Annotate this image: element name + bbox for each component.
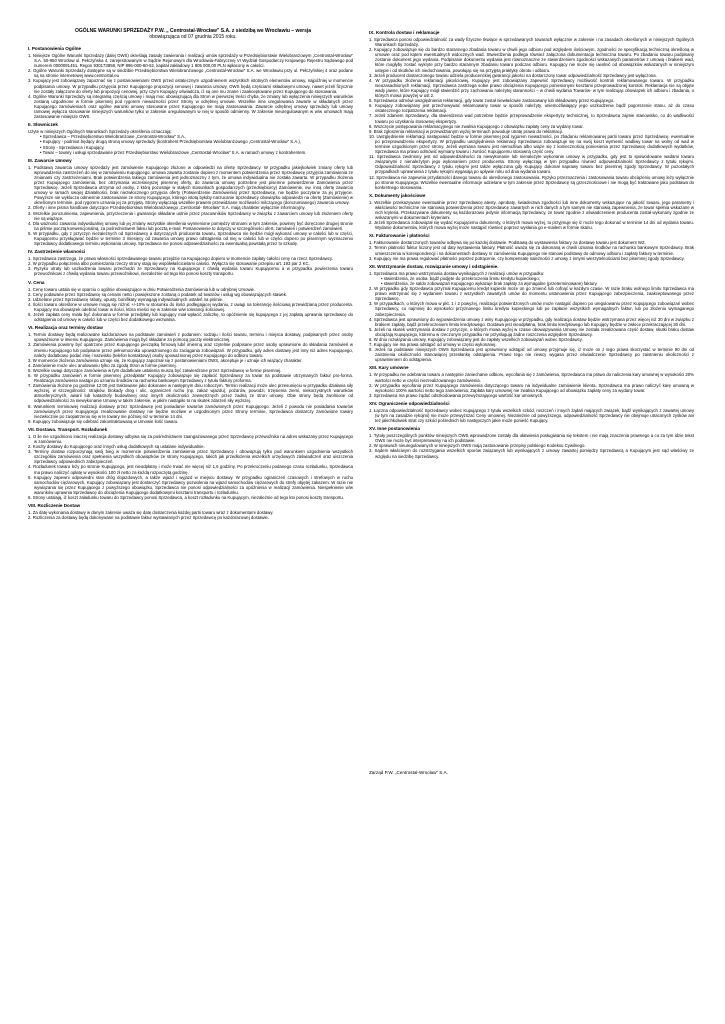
clause-text: 1. Za datę wykonania dostawy w danym zakresie uważa się datę dostarczenia każdej partii towaru wraz z dokumentami dostawy. xyxy=(28,510,274,516)
clause-text: 3. Kupujący jest zobowiązany zapoznać się z postanowieniami OWS przed ostatecznym uzgodnieniem wszystkich istotnych elementów umowy, najpóźniej w momencie podpisania umowy. W przypadku przyjęcia przez Kupującego propozycji cenowej i zawarcia umowy, OWS będą częściami składowymi umowy, nawet jeżeli fizycznie nie zostały załączone do oferty lub propozycji cenowej, przy czym Kupujący oświadcza, iż są one mu znane i zaakceptowane przez Kupującego do stosowania. xyxy=(28,78,353,94)
clause-text: 1. Sprzedawca zastrzega, że prawo własności sprzedawanego towaru przejdzie na Kupującego dopiero w momencie zapłaty całości ceny na rzecz Sprzedawcy. xyxy=(28,256,333,262)
clause-text: 2. Zamówienia powinny być opatrzone przez Kupującego pieczątką firmową lub/i imienną oraz czytelnie podpisane przez osoby uprawnione do składania zamówień w imieniu Kupującego lub podpisane przez pełnomocnika upoważnionego do zaciągania zobowiązań. W przypadku, gdy adres dostawy jest inny niż adres Kupującego, należy dodatkowo podać imię i nazwisko (telefon kontaktowy) osoby upoważnionej przez Kupującego do odbioru towaru. xyxy=(28,342,353,358)
clause-text: 2. Ceny podawane przez Sprzedawcę są cenami netto i powiększone zostaną o podatek od towarów i usług wg obowiązujących stawek. xyxy=(28,291,288,297)
clause-text: 1. Łączna odpowiedzialność Sprzedawcy wobec Kupującego z tytułu wszelkich szkód, roszczeń i innych żądań mających związek, bądź wynikających z zawartej umowy (w tym na zasadzie rękojmi) nie może przewyższać Ceny umownej. Niezależnie od powyższego, odpowiedzialność Sprzedawcy nie obejmuje utraconych zysków ani też jakichkolwiek strat czy szkód pośrednich lub następczych jakie może ponieść Kupujący. xyxy=(369,407,694,424)
clause-text: 3. Kupujący nie ma prawa regulować płatności poprzez potrącenie, czy kompensatę należności z umowy z innymi wierzytelnościami bez pisemnej zgody Sprzedawcy. xyxy=(369,255,685,261)
clause-text: 8. Wszczęcie postępowania reklamacyjnego nie zwalnia Kupującego z obowiązku zapłaty ceny za wydany towar. xyxy=(369,123,584,129)
section xyxy=(369,193,694,231)
clause-text: 5. Wszelkie uwagi dotyczące zamówienia w tym dodatkowe ustalenia muszą być zatwierdzone przez Sprzedawcę w formie pisemnej. xyxy=(28,367,282,373)
clause-text: 4. W przypadku złożenia reklamacji jakościowej, Kupujący jest zobowiązany zapewnić Sprzedawcy możliwość kontroli reklamowanego towaru. W przypadku nieuzasadnionych reklamacji, Sprzedawca zastrzega sobie prawo obciążenia Kupującego poniesionymi kosztami przeprowadzonej kontroli. Reklamacja nie są objęte wady jawne, które Kupujący mógł stwierdzić przy zachowaniu należytej staranności – w chwili wydania Towarów- w tym realizując obowiązek ich odbioru i zbadania, o których mowa powyżej w ust 2. xyxy=(369,77,694,99)
clause-text: 1. Sprzedawca ma prawo wstrzymania dostaw wynikających z realizacji umów w przypadku: xyxy=(369,270,545,276)
section-heading: XV. Inne postanowienia xyxy=(369,426,420,432)
clause-text: 4. Zamówienie może ulec anulowaniu tylko za zgodą Stron w formie pisemnej. xyxy=(28,362,177,368)
clause-text: 11. Sprzedawca zwolniony jest od odpowiedzialności za niewykonanie lub nienależyte wykonanie umowy w przypadku, gdy jest to spowodowane wadami towaru związanymi z nienależytym jego wykonaniem przez producenta. Strony wyłączają w tym przypadku również odpowiedzialność Sprzedawcy z tytułu rękojmi. Odpowiedzialność Sprzedawcy z tytułu rękojmi jest także wyłączona gdy Kupujący dokonał naprawy towaru bez pisemnej zgody Sprzedawcy. W pozostałych przypadkach uprawnienia z tytułu rękojmi wygasają po upływie roku od dnia wydania towaru. xyxy=(369,154,694,175)
section xyxy=(28,158,353,247)
clause-text: 2. Ogólne Warunki Sprzedaży dostępne są w siedzibie Przedsiębiorstwa Wielobranżowego „Centrostal-Wrocław” S.A. we Wrocławiu przy ul. Pełczyńskiej 4 oraz podane są na stronie internetowej www.centrostal.eu xyxy=(28,68,353,79)
clause-text: 3. Udzielane przez Sprzedawcę rabaty, upusty, bonifikaty wymagają indywidualnych ustaleń na piśmie. xyxy=(28,296,224,302)
clause-text: 5. W przypadku, gdy z przyczyn niezależnych od Sprzedawcy a dotyczących producenta towaru, Sprzedawca nie będzie mógł wykonać umowy w całości lub w części, Kupującemu przysługiwać będzie w terminie 3 miesięcy od zawarcia umowy prawo odstąpienia od niej w całości lub w części dopiero po pisemnym wyznaczeniu Sprzedawcy dodatkowego terminu wykonania umowy. Sprzedawca nie ponosi odpowiedzialności za ewentualną powstałą przez to szkodę. xyxy=(28,230,353,247)
title-line-2: obowiązująca od 07 grudnia 2015 roku. xyxy=(149,34,237,40)
clause-text: 6. W przypadku zamówień w formie pisemnej „przedpłata” Kupujący zobowiązuje się zapłacić Sprzedawcy za towar na podstawie otrzymanych faktur pro-forma. Realizacja zamówienia nastąpi po uznaniu środków na rachunku bankowym Sprzedawcy z tytułu faktury proforma. xyxy=(28,372,353,384)
section xyxy=(28,503,353,520)
clause-text: 1. Niniejsze Ogólne Warunki Sprzedaży (dalej OWS) określają zasady zawierania i realizacji umów sprzedaży w Przedsiębiorstwie Wielobranżowym „Centrostal-Wrocław” S.A. 50-950 Wrocław ul. Pełczyńska 4, zarejestrowanym w Sądzie Rejonowym dla Wrocławia-Fabrycznej VI Wydział Gospodarczy Krajowego Rejestru Sądowego pod numerem 0000091451, Regon 930173858, NIP 896-000-60-52, kapitał zakładowy 1 805 000,00 PLN wpłacony w całości. xyxy=(28,53,353,69)
clause-text: 9. Brak zgłoszenia reklamacji w przewidzianym wyżej terminach powoduje utratę prawa do reklamacji. xyxy=(369,128,563,134)
clause-text: • stwierdzenia, że osoba, bądź podjęte do przekroczenia limitu kredytu kupieckiego; xyxy=(381,275,540,281)
clause-text: 3. Wszelkie porozumienia, zapewnienia, przyrzeczenia i gwarancje składane ustnie przez pracowników Sprzedawcy w związku z zawarciem umowy lub złożeniem oferty nie są wiążące. xyxy=(28,210,353,221)
clause-text: 2. Oferty i inne pisma handlowe dotyczące Przedsiębiorstwa Wielobranżowego „Centrostal- Wrocław” S.A. mają charakter wyłącznie informacyjny. xyxy=(28,205,306,211)
clause-text: 5. Jeżeli na skutek wstrzymania dostaw z przyczyn, o których mowa wyżej w czasie obowiązywania Umowy nie została zrealizowana część dostaw, skutki braku dostaw obciążają Kupującego, któremu w rzeczonym przypadku nie przysługują żadne roszczenia względem Sprzedawcy. xyxy=(369,326,694,337)
clause-text: 4. Ogólne Warunki Sprzedaży są integralną częścią umowy i mają moc obowiązującą dla Stron w pierwszej treści chyba, że zmiany lub wyłączenia niniejszych warunków zostaną uzgodnione w formie pisemnej pod rygorem nieważności przez Strony w odrębnej umowie. Wszelkie inne uregulowania zawarte w składanych przez Kupującego zamówieniach oraz ogólne warunki umowy stosowane przez Kupującego nie mają zastosowania. Zawarcie odrębnej umowy sprzedaży lub umowy ramowej wyłącza stosowanie niniejszych warunków tylko w zakresie uregulowanym w niej w sposób odmienny. W zakresie nieuregulowanym w w/w umowach mają zastosowanie niniejsze OWS. xyxy=(28,93,353,120)
clause-text: • Strony - Sprzedawca i Kupujący, xyxy=(40,144,105,150)
clause-text: 5. Jeżeli zapłata ceny miała być dokonana w formie przedpłaty lub kupujący miał wpłacić zaliczkę, to opóźnienie się kupującego z jej zapłatą uprawnia sprzedawcę do odstąpienia od umowy w całości lub w części bez dodatkowego wezwania. xyxy=(28,312,353,323)
section-heading: IX. Kontrola dostaw i reklamacje xyxy=(369,30,440,35)
title-line-1: OGÓLNE WARUNKI SPRZEDAŻY P.W. „ Centrostal-Wrocław” S.A. z siedzibą we Wrocławiu – wersja xyxy=(74,28,312,34)
clause-text: 3. Sądem właściwym do rozstrzygania wszelkich sporów związanych lub wynikających z umowy zawartej pomiędzy Sprzedawcą a Kupującym jest sąd właściwy ze względu na siedzibę Sprzedawcy. xyxy=(369,448,694,459)
section-heading: V. Cena xyxy=(28,279,45,285)
clause-text: 2. Jeżeli Sprzedawca zobowiązał się wydać Kupującemu dokumenty, o których mowa wyżej, to przyjmuje się iż może tego dokonać w terminie 14 dni od wydania towaru. Wydanie dokumentów, których mowa wyżej może nastąpić również poprzez wysłania go e-mailem w formie skanu. xyxy=(369,220,694,231)
clause-text: 1. Podstawą zawarcia umowy sprzedaży jest zamówienie Kupującego złożone w odpowiedzi na ofertę Sprzedawcy. W przypadku jakiejkolwiek zmiany oferty lub wprowadzenia zastrzeżeń do niej w zamówieniu Kupującego, umowa zawarta zostanie dopiero z momentem potwierdzenia przez Sprzedawcę przyjęcia zamówienia ze zmianami czy zastrzeżeniami. Brak potwierdzenia takiego zamówienia jest jednoznaczny z tym, że umowa indywidualna nie została zawarta. W przypadku złożenia przez Kupującego zamówienia, bez otrzymania wcześniejszej pisemnej oferty, do zawarcia umowy potrzebne jest pisemne potwierdzenie Zamówienia przez Sprzedawcę. Jeżeli Sprzedawca otrzyma od osoby, z którą pozostaje w stałych stosunkach gospodarczych (przedsiębiorcy) Zamówienie, ew. inną ofertę zawarcia umowy w ramach swojej działalności, brak niezwłocznego przyjęcia oferty (Potwierdzenie Zamówienia) przez Sprzedawcę, nie będzie poczytane za jej przyjęcie. Powyższe nie wyklucza odmiennie zastosowanie ze strony Kupującego, którego istotą byłoby narzucanie Sprzedawcy obowiązku odpowiedzi na ofertę (Zamówienie) w określonym terminie, pod rygorem uznania jej za przyjętą. Strony wyłączają wszelkie prawem przewidziane możliwości milczącego (dorozumianego) zawarcia umowy. xyxy=(28,164,353,206)
clause-text: 2. W przypadku wycofania przez Kupującego zamówienia dotyczącego towaru na indywidualne zamówienie klienta, Sprzedawca ma prawo naliczyć karę umowną w wysokości 100% wartości netto tego zamówienia. Zapłata kary umownej nie zwalnia Kupującego od obowiązku zapłaty ceny za wydany towar. xyxy=(369,382,694,393)
clause-text: 5. Sprzedawca odmówi uwzględnienia reklamacji, gdy towar został niewłaściwie zastosowany lub składowany przez Kupującego. xyxy=(369,98,615,104)
clause-text: 7. Zamówienia złożone po godzinie 12:00 jest traktowane jako dokonane w następnym dniu roboczym. Termin realizacji może ulec przesunięciu w przypadku działania siły wyższej, w szczególności: strajków, blokady drog i ulic, ograniczeń ruchu (np. zakaz wjazdu), pożarów, powodzi, trzęsienia ziemi, niekorzystnych warunków atmosferycznych, awarii lub katastrofy budowlanej oraz innych okoliczności zewnętrznych przez żadną ze stron umowy. Obie strony będą zwolnione od odpowiedzialności za niewykonanie Umowy w takim zakresie, w jakim nastąpiło to na skutek zdarzeń siły wyższej. xyxy=(28,383,353,404)
clause-text: 1. Termin dostawy będą realizowane każdorazowo na podstawie zamówień z podaniem: rodzaju i ilości towaru, terminu i miejsca dostawy, podpisanych przez osoby upoważnione w imieniu Kupującego. Zamówienia mogą być składane za pomocą poczty elektronicznej. xyxy=(28,332,353,343)
section-heading: XI. Fakturowanie i płatności xyxy=(369,233,430,239)
clause-text: 2. W sprawach nieuregulowanych w niniejszych OWS mają zastosowanie przepisy polskiego Kodeksu Cywilnego. xyxy=(369,443,586,449)
clause-text: 2. Kupujący zobowiązuje się do bardzo starannego zbadania towaru w chwili jego odbioru pod względem ilościowym, zgodności ze specyfikacją techniczną określoną w umowie oraz pod kątem ewentualnych widocznych wad. Stwierdzenia podlega również załączona dokumentacja techniczna towaru. Po zbadaniu towaru podpisany zostanie dokument jego wydania. Podpisanie dokumentu wydania jest równoznaczne ze stwierdzeniem zgodności wskazanych parametrów z umową i brakiem wad, które mogłyby zostać wykryte przy bardzo starannym zbadaniu towaru podczas odbioru. Kupujący nie może się uwolnić od obowiązków wskazanych w niniejszym ustępie i od skutków ich niedochowania, powołując się na przyjętą praktykę obrotu i odbioru. xyxy=(369,47,694,73)
clause-text: 8. Warunkiem terminowej realizacji dostawy przez Sprzedawcę jest posiadanie towarów zamówionych przez Kupującego. Jeżeli z powodu nie posiadania towarów zamówionych przez Kupującego zrealizowanie dostawy nie będzie możliwe w uzgodnionym przez Strony terminie, Sprzedawca dostarczy zamówione towary niezwłocznie po zaopatrzeniu się w te towary nie później niż w terminie 14 dni. xyxy=(28,403,353,419)
clause-text: 2. W przypadku połączenia albo pomieszania rzeczy strony stają się współwłaścicielami całości. Wyłącza się stosowanie przepisu art. 193 par 2 KC. xyxy=(28,261,310,267)
clause-text: 3. Sprzedawca ma prawo żądać odszkodowania przewyższającego wartość kar umownych. xyxy=(369,392,544,398)
clause-text: • stwierdzenia, że saldo zobowiązań Kupującego wykazuje brak zapłaty za wymagalne (przeterminowane) faktury. xyxy=(381,280,598,286)
section xyxy=(369,30,694,190)
clause-text: • Sprzedawca – Przedsiębiorstwo Wielobranżowe „Centrostal-Wrocław” S.A., xyxy=(40,134,187,140)
clause-text: 1. Tytuły poszczególnych punktów niniejszych OWS wprowadzone zostały dla ułatwienia posługiwania się tekstem i nie mają znaczenia prawnego a co za tym idzie tekst OWS nie może być interpretowany na ich podstawie. xyxy=(369,433,694,444)
right-column xyxy=(369,28,694,462)
clause-text: 1. Wszelkie przekazywane ewentualnie przez Sprzedawcę atesty, aprobaty, świadectwa zgodności lub inne dokumenty wskazujące na jakość towaru, jego parametry i właściwości techniczne nie stanowią potwierdzenia przez Sprzedawcę zawartych w nich danych a tym samym nie stanowią zapewnienia, że towar spełnia wskazane w nich kryteria. Przekazywane dokumenty są każdorazowo jedynie informacją Sprzedawcy, że towar zgodnie z oświadczeniem producenta został wykonany zgodnie ze wskazanymi w dokumentach kryteriami. xyxy=(369,199,694,221)
clause-text: 3. W momencie złożenia zamówienia uznaje się, że Kupujący zapoznał się z postanowieniami OWS, akceptuje je i uznaje ich wiążący charakter. xyxy=(28,357,303,363)
clause-text: 9. Kupujący zobowiązuje się odebrać zakontraktowaną w Umowie ilość towaru. xyxy=(28,418,179,424)
section-heading: XIII. Kary umowne xyxy=(369,365,409,371)
section xyxy=(369,426,694,458)
clause-text: 4. Ilości towaru określone w umowie mogą się różnić +/-10% w stosunku do ilości podlegającej wydaniu, z uwagi na tolerancję ilościową przewidzianą przez producenta. Kupujący ma obowiązek odebrać towar w ilości, która mieści się w zakresie w/w tolerancji ilościowej. xyxy=(28,301,353,312)
section-heading: VI. Realizacja oraz terminy dostaw xyxy=(28,325,103,331)
section-heading: VII. Dostawa. Transport. Rozładunek xyxy=(28,426,108,432)
clause-text: • Towar – towary i usługi sprzedawane przez Przedsiębiorstwo Wielobranżowe „Centrostal-Wrocław” S.A. w ramach umowy z kontrahentem. xyxy=(40,149,307,155)
clause-text: 5. Kupujący zapewni odpowiedni stan dróg dojazdowych, a także wjazd i wyjazd w miejscu dostawy. W przypadku ograniczeń czasowych i strefowych w ruchu samochodów ciężarowych, Kupujący zobowiązany jest dostarczyć Sprzedawcy pozwolenia na wjazd samochodów ciężarowych do strefy objętej zakazem. W razie nie wywiązania się przez Kupującego z powyższego obowiązku, Sprzedawca nie ponosi odpowiedzialności za opóźnienia w realizacji zamówienia. Niespełnienie w/w warunków uprawnia Sprzedawcę do obciążenia Kupującego dodatkowymi kosztami transportu i rozładunku. xyxy=(28,474,353,495)
clause-text: 2. Rozliczenia za dostawy będą dokonywane na podstawie faktur wystawianych przez Sprzedawcę po każdorazowej dostawie. xyxy=(28,515,269,521)
clause-text: 1. Sprzedawca ponosi odpowiedzialność za wady fizyczne tkwiące w sprzedawanych towarach wyłącznie w zakresie i na zasadach określonych w niniejszych Ogólnych Warunkach Sprzedaży. xyxy=(369,37,694,48)
section-heading: I. Postanowienia Ogólne xyxy=(28,46,82,51)
clause-text: 3. Ryzyko utraty lub uszkodzenia towaru przechodzi ze Sprzedawcy na Kupującego z chwilą wydania towaru Kupującemu a w przypadku powierzenia towaru przewoźnikowi z chwilą wydania towaru przewoźnikowi, niezależnie od tego kto ponosi koszty transportu. xyxy=(28,266,353,277)
left-column xyxy=(28,44,353,523)
section-heading: IV. Zastrzeżenie własności xyxy=(28,249,86,255)
clause-text: 1. Cenę towaru ustala się w oparciu o ogólnie obowiązujące w dniu Potwierdzenia Zamówienia lub w odrębnej Umowie. xyxy=(28,286,256,292)
clause-text: 7. Kupujący nie ma prawa odstąpić od umowy w części wykonanej. xyxy=(369,342,497,348)
clause-text: 3. W przypadkach, o których mowa w pkt. 1 i 2 powyżej, realizacja potwierdzonych umów może nastąpić dopiero po uregulowaniu przez Kupującego zobowiązań wobec Sprzedawcy, co najmniej do wysokości przyznanego limitu kredytu kupieckiego lub po zapłacie wszystkich wymagalnych faktur, lub po złożeniu wymaganego zabezpieczenia. xyxy=(369,301,694,317)
clause-text: 2. Koszty dostawy do Kupującego oraz innych usług dodatkowych są ustalane indywidualnie. xyxy=(28,444,205,450)
clause-text: 6. Strony ustalają, iż koszt załadunku towaru do Sprzedawcy ponosi Sprzedawca, a koszt rozładunku na Kupującym, niezależnie od tego kto ponosi koszty transportu. xyxy=(28,495,344,501)
clause-text: 1. W przypadku nie odebrania towaru a następnie zaniechanie odbioru, wycofania się z zamówienia, Sprzedawca ma prawo do naliczenia kary umownej w wysokości 20% wartości netto w części niezrealizowanego zamówienia. xyxy=(369,372,694,383)
clause-text: 4. Dla ważności zawarcia indywidualnej umowy lub jej zmiany wszystkie określenia wymienione pomiędzy stronami w tym zakresie, powinny być doręczone drugiej stronie na piśmie pocztą konwencjonalną, za pośrednictwem faksu lub pocztą e-mail. Postanowienie to dotyczy w szczególności ofert, zamówień i potwierdzeń zamówień. xyxy=(28,220,353,231)
section xyxy=(28,280,353,323)
section xyxy=(28,325,353,424)
clause-text: 1. O ile nie uzgodniono inaczej realizacja dostawy odbywa się za pośrednictwem zaangażowanego przez Sprzedawcę przewoźnika na adres wskazany przez Kupującego w zamówieniu. xyxy=(28,433,353,444)
section-heading: II. Słowniczek xyxy=(28,122,58,128)
document-title xyxy=(28,28,358,40)
clause-text: • Kupujący - podmiot będący drugą stroną umowy sprzedaży (kontrahent Przedsiębiorstwa Wielobranżowego „Centrostal-Wrocław” S.A.), xyxy=(40,139,302,145)
clause-text: Użyte w niniejszych Ogólnych Warunkach Sprzedaży określenia oznaczają: xyxy=(28,129,172,135)
section-heading: X. Dokumenty jakościowe xyxy=(369,192,426,198)
clause-text: 10. Uwzględnienie reklamacji następować będzie w formie pisemnej pod rygorem nieważności, po zbadaniu reklamowanej partii towaru przez Sprzedawcę, ewentualnie po przeprowadzeniu ekspertyzy. W przypadku uwzględnienia reklamacji Sprzedawca zobowiązuje się na swój koszt wymienić wadliwy towar na wolny od wad w terminie uzgodnionym przez strony. Jeżeli wymiana towaru jest niemożliwa albo wiąże się z koniecznością poniesienia przez Sprzedawcę dodatkowych wydatków, Sprzedawca ma prawo odmówić wymiany towaru i zwrócić Kupującemu stosowną część ceny. xyxy=(369,133,694,155)
section xyxy=(28,122,353,154)
section-heading: XII. Wstrzymanie dostaw, rozwiązanie umowy i odstąpienie. xyxy=(369,263,499,269)
clause-text: 3. Terminy dostaw rozpoczynają swój bieg w momencie potwierdzenia zamówienia przez Sprzedawcę i obowiązują tylko pod warunkiem uzgodnienia wszystkich szczegółów zamówienia oraz spełnienia wszystkich obowiązków ze strony Kupującego, takich jak przedłożenia wszelkich urzędowych zaświadczeń oraz uiszczenia Sprzedawcy odpowiednich zabezpieczeń. xyxy=(28,449,353,465)
clause-text: 3. Jeżeli producent dostarczonego towaru udziela producenckiej gwarancji jakości na dostarczony towar odpowiedzialność Sprzedawcy jest wyłączona. xyxy=(369,72,657,78)
clause-text: 7. Jeżeli zdaniem Sprzedawcy, dla stwierdzenia wad potrzebne będzie przeprowadzenie ekspertyzy technicznej, to Sprzedawca zajmie stanowisko, co do wadliwości towaru po uzyskaniu stosownej ekspertyzy. xyxy=(369,113,694,124)
clause-text: 4. Rozładunek towaru leży po stronie Kupującego, jest nieodpłatny i może trwać nie więcej niż 1,5 godziny. Po przekroczeniu podanego czasu rozładunku, Sprzedawca ma prawo naliczyć opłatę w wysokości 100 zł netto za każdą rozpoczętą godzinę. xyxy=(28,464,353,475)
section xyxy=(28,427,353,500)
section-heading: III. Zawarcie Umowy xyxy=(28,157,72,163)
section xyxy=(369,233,694,260)
section xyxy=(369,264,694,363)
section xyxy=(28,249,353,276)
clause-text: 12. Sprzedawca nie zapewnia przydatności danego towaru do określonego zastosowania. Ryzyko przeznaczenia i zastosowania towaru obciążeniu umowy leży wyłącznie po stronie Kupującego. Wszelkie ewentualne informacje udzielane w tym zakresie przez Sprzedawcę są grzecznościowe i nie mogą być traktowane jako podstawa do konkretnego stosowania. xyxy=(369,174,694,190)
clause-text: 6. Kupujący zobowiązany jest przechowywać reklamowany towar w sposób należyty, uniemożliwiający jego uszkodzenie bądź pogorszenie stanu, aż do czasu ostatecznego rozpatrzenia reklamacji. xyxy=(369,103,694,114)
clause-text: 2. Termin płatności faktur liczony jest od daty wystawienia faktury. Płatność uważa się za dokonaną w chwili uznania środków na rachunku bankowym Sprzedawcy. Brak umieszczenia w korespondencji i na dokumentach dostawy nr zamówienia Kupującego nie stanowi podstawy do odmowy odbioru i zapłaty faktury w terminie. xyxy=(369,245,694,256)
signature-line: Zarząd P.W. „Centrostal-Wrocław” S.A. xyxy=(369,770,448,775)
section xyxy=(369,365,694,397)
section xyxy=(369,401,694,423)
section-heading: XIV. Ograniczenie odpowiedzialności xyxy=(369,400,450,406)
section-heading: VIII. Rozliczenie Dostaw xyxy=(28,503,81,509)
clause-text: 1. Fakturowanie dostarczonych towarów odbywa się po każdej dostawie. Podstawą do wystawienia faktury za dostawę towaru jest dokument WZ. xyxy=(369,240,646,246)
section xyxy=(28,46,353,119)
clause-text: 4. Sprzedawca jest uprawniony do wypowiedzenia umowy z winy Kupującego w przypadku, gdy realizacja dostaw będzie wstrzymana przez więcej niż 30 dni w związku z brakiem zapłaty, bądź przekroczeniem limitu kredytowego. Dostawa jest nieodpłatna, brak limitu kredytowego lub Kupujący będzie w zwłoce przekraczającej 30 dni. xyxy=(369,316,694,327)
clause-text: 2. W przypadku gdy Sprzedawca przyznał Kupującemu kredyt kupiecki może on go zmienić lub cofnąć w każdym czasie. W razie braku wolnego limitu Sprzedawca ma prawo wstrzymać się z wydaniem towaru z wszystkich zawartych umów do momentu ustanowienia przez Kupującego zabezpieczenia, zaakceptowanego przez Sprzedawcę. xyxy=(369,286,694,302)
clause-text: 6. W dniu rozwiązania umowy, Kupujący zobowiązany jest do zapłaty wszelkich zobowiązań wobec Sprzedawcy. xyxy=(369,336,583,342)
clause-text: 8. Jeżeli na podstawie niniejszych OWS Sprzedawca jest uprawniony odstąpić od umowy przyjmuje się, iż może on z tego prawa skorzystać w terminie 90 dni od zaistnienia okoliczności stanowiącej przesłankę odstąpienia. Prawo tego nie riewcy wygasa przez oświadczenie Sprzedawcy po zaistnieniu okoliczności z uprawnieniem do odstąpienia. xyxy=(369,347,694,363)
